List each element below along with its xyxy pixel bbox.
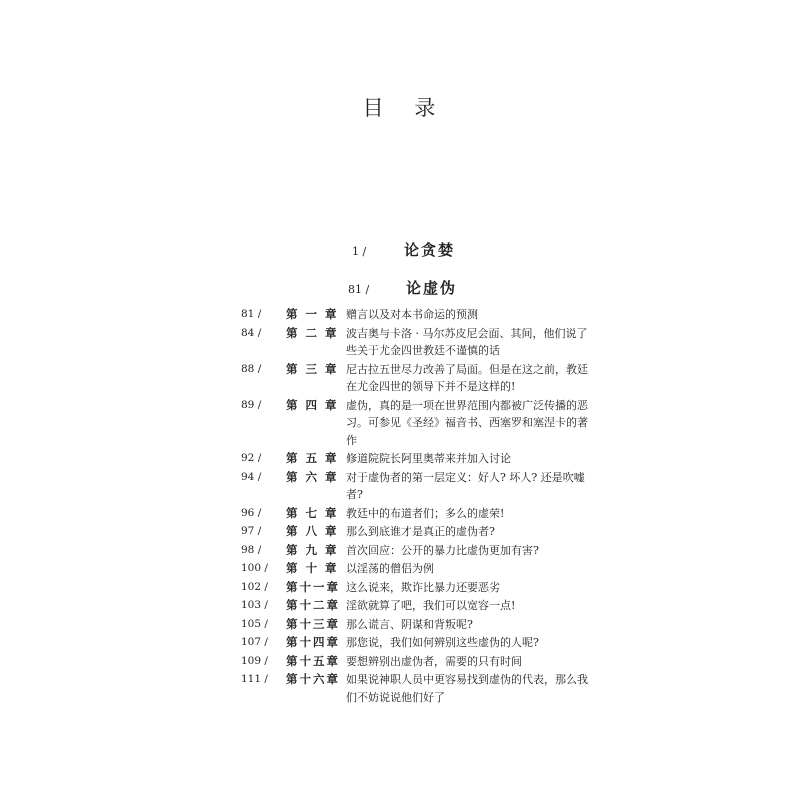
toc-chapter-row[interactable]: [241, 671, 601, 706]
toc-chapter-row[interactable]: [241, 653, 601, 671]
chapter-page-number: 84 /: [241, 326, 262, 339]
toc-part-hypocrisy[interactable]: [348, 276, 457, 300]
toc-part-greed[interactable]: [352, 238, 455, 262]
chapter-title: 以淫荡的僧侣为例: [346, 562, 434, 575]
chapter-title: 赠言以及对本书命运的预测: [346, 308, 478, 321]
toc-chapter-row[interactable]: [241, 397, 601, 450]
toc-chapter-row[interactable]: [241, 505, 601, 523]
toc-chapter-row[interactable]: [241, 450, 601, 468]
chapter-list: [241, 306, 601, 707]
chapter-page-number: 81 /: [241, 308, 262, 320]
chapter-page-number: 98 /: [241, 543, 262, 556]
chapter-page-number: 94 /: [241, 470, 262, 483]
part-title: 论贪婪: [404, 241, 456, 259]
chapter-title: 那么到底谁才是真正的虚伪者?: [346, 525, 495, 538]
chapter-number: 第 四 章: [286, 397, 339, 412]
chapter-page-number: 100 /: [241, 562, 268, 574]
chapter-title: 要想辨别出虚伪者，需要的只有时间: [346, 654, 522, 668]
chapter-page-number: 107 /: [241, 636, 268, 648]
toc-chapter-row[interactable]: [241, 616, 601, 634]
chapter-number: 第 二 章: [286, 325, 339, 340]
chapter-title: 淫欲就算了吧，我们可以宽容一点!: [346, 599, 516, 612]
toc-chapter-row[interactable]: [241, 634, 601, 652]
chapter-page-number: 92 /: [241, 452, 262, 464]
part-page-number: 1 /: [352, 245, 367, 258]
chapter-page-number: 103 /: [241, 599, 268, 611]
chapter-number: 第 九 章: [286, 542, 339, 557]
chapter-page-number: 96 /: [241, 506, 262, 519]
chapter-title: 那么谎言、阴谋和背叛呢?: [346, 617, 473, 631]
chapter-page-number: 89 /: [241, 398, 262, 411]
chapter-title: 这么说来，欺诈比暴力还要恶劣: [346, 580, 500, 594]
chapter-number: 第 十 章: [286, 561, 339, 575]
page-title: 目 录: [362, 96, 448, 120]
chapter-page-number: 88 /: [241, 362, 262, 375]
chapter-number: 第 五 章: [286, 451, 339, 465]
chapter-number: 第十三章: [286, 616, 340, 631]
toc-chapter-row[interactable]: [241, 469, 601, 504]
chapter-page-number: 97 /: [241, 525, 262, 537]
chapter-number: 第 七 章: [286, 505, 339, 520]
chapter-page-number: 111 /: [241, 673, 268, 685]
chapter-page-number: 105 /: [241, 617, 268, 630]
chapter-number: 第十六章: [286, 672, 340, 686]
chapter-number: 第十二章: [286, 598, 340, 612]
chapter-number: 第 八 章: [286, 524, 339, 538]
chapter-number: 第 六 章: [286, 469, 339, 484]
chapter-title: 波吉奥与卡洛 · 马尔苏皮尼会面、其间，他们说了些关于尤金四世教廷不谨慎的话: [346, 326, 588, 357]
chapter-title: 对于虚伪者的第一层定义：好人? 坏人? 还是吹嘘者?: [346, 470, 585, 501]
part-page-number: 81 /: [348, 283, 370, 296]
toc-chapter-row[interactable]: [241, 542, 601, 560]
chapter-number: 第十五章: [286, 653, 340, 668]
toc-chapter-row[interactable]: [241, 325, 601, 360]
chapter-number: 第十四章: [286, 635, 340, 649]
chapter-number: 第 一 章: [286, 307, 339, 321]
chapter-title: 首次回应：公开的暴力比虚伪更加有害?: [346, 543, 539, 557]
chapter-title: 如果说神职人员中更容易找到虚伪的代表，那么我们不妨说说他们好了: [346, 673, 588, 704]
chapter-number: 第十一章: [286, 579, 340, 594]
toc-chapter-row[interactable]: [241, 560, 601, 578]
toc-chapter-row[interactable]: [241, 361, 601, 396]
part-title: 论虚伪: [406, 279, 458, 297]
chapter-page-number: 109 /: [241, 654, 268, 667]
chapter-title: 虚伪，真的是一项在世界范围内都被广泛传播的恶习。可参见《圣经》福音书、西塞罗和塞涅卡的著作: [346, 398, 588, 447]
toc-chapter-row[interactable]: [241, 306, 601, 324]
toc-chapter-row[interactable]: [241, 523, 601, 541]
chapter-number: 第 三 章: [286, 361, 339, 376]
chapter-title: 尼古拉五世尽力改善了局面。但是在这之前，教廷在尤金四世的领导下并不是这样的!: [346, 362, 588, 393]
chapter-title: 教廷中的布道者们；多么的虚荣!: [346, 506, 505, 520]
chapter-title: 那您说，我们如何辨别这些虚伪的人呢?: [346, 636, 539, 649]
toc-chapter-row[interactable]: [241, 579, 601, 597]
chapter-title: 修道院院长阿里奥蒂来并加入讨论: [346, 452, 511, 465]
chapter-page-number: 102 /: [241, 580, 268, 593]
toc-chapter-row[interactable]: [241, 597, 601, 615]
